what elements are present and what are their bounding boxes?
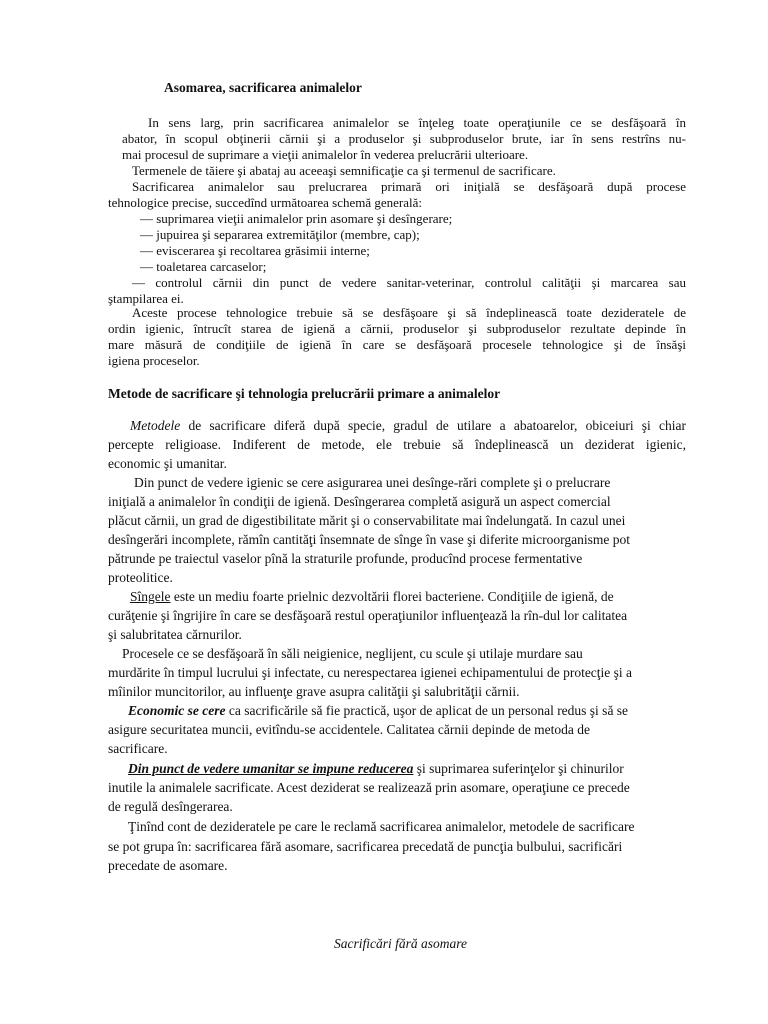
paragraph-line: mare măsură de condiţiile de igienă în care se desfăşoară procesele tehnologice şi de însăşi <box>108 337 686 352</box>
section-title: Metode de sacrificare şi tehnologia prelucrării primare a animalelor <box>108 386 501 401</box>
paragraph-line: mîinilor muncitorilor, au influenţe grave asupra calităţii şi salubrităţii cărnii. <box>108 684 520 699</box>
paragraph-line: plăcut cărnii, un grad de digestibilitate mărit şi o conservabilitate mai îndelungată. In cazul unei <box>108 513 626 528</box>
paragraph-line <box>128 702 628 719</box>
paragraph-line: ordin igienic, întrucît starea de igienă a cărnii, produselor şi subproduselor rezultate depinde în <box>108 321 686 336</box>
paragraph-text: şi suprimarea suferinţelor şi chinurilor <box>413 761 624 776</box>
paragraph-line: economic şi umanitar. <box>108 456 227 471</box>
paragraph-line: de regulă desîngerarea. <box>108 799 233 814</box>
list-item: — eviscerarea şi recoltarea grăsimii interne; <box>140 243 370 258</box>
paragraph-line: In sens larg, prin sacrificarea animalelor se înţeleg toate operaţiunile ce se desfăşoară în <box>148 115 686 130</box>
paragraph-line: pătrunde pe traiectul vaselor pînă la straturile profunde, producînd procese fermentative <box>108 551 583 566</box>
subsection-heading: Sacrificări fără asomare <box>334 936 467 951</box>
paragraph-line <box>128 760 624 777</box>
paragraph-line: igiena proceselor. <box>108 353 200 368</box>
list-item: — toaletarea carcaselor; <box>140 259 267 274</box>
paragraph-line: tehnologice precise, succedînd următoarea schemă generală: <box>108 195 423 210</box>
paragraph-line: curăţenie şi îngrijire în care se desfăşoară restul operaţiunilor influenţează la rîn-dul lor calitatea <box>108 608 628 623</box>
emphasis-text: Din punct de vedere umanitar se impune reducerea <box>128 761 414 776</box>
paragraph-line: inutile la animalele sacrificate. Acest deziderat se realizează prin asomare, operaţiune ce precede <box>108 780 630 795</box>
paragraph-line: Aceste procese tehnologice trebuie să se desfăşoare şi să îndeplinească toate dezideratele de <box>132 305 686 320</box>
list-item: — controlul cărnii din punct de vedere sanitar-veterinar, controlul calităţii şi marcarea sau <box>132 275 686 290</box>
emphasis-text: Metodele <box>130 418 181 433</box>
paragraph-line: abator, în scopul obţinerii cărnii şi a produselor şi subproduselor brute, iar în sens restrîns nu- <box>122 131 686 146</box>
paragraph-line: Termenele de tăiere şi abataj au aceeaşi semnificaţie ca şi termenul de sacrificare. <box>132 163 556 178</box>
paragraph-line: se pot grupa în: sacrificarea fără asomare, sacrificarea precedată de puncţia bulbului, sacrificări <box>108 839 623 854</box>
paragraph-line: mai procesul de suprimare a vieţii animalelor în vederea prelucrării ulterioare. <box>122 147 529 162</box>
paragraph-text: ca sacrificările să fie practică, uşor de aplicat de un personal redus şi să se <box>225 703 629 718</box>
paragraph-line <box>130 417 686 434</box>
list-item: — suprimarea vieţii animalelor prin asomare şi desîngerare; <box>140 211 453 226</box>
section-title: Asomarea, sacrificarea animalelor <box>164 80 362 95</box>
underlined-text: Sîngele <box>130 589 171 604</box>
paragraph-line: Procesele ce se desfăşoară în săli neigienice, neglijent, cu scule şi utilaje murdare sau <box>122 646 583 661</box>
paragraph-line <box>130 588 614 605</box>
paragraph-text: de sacrificare diferă după specie, gradul de utilare a abatoarelor, obiceiuri şi chiar <box>180 418 686 433</box>
paragraph-line: iniţială a animalelor în condiţii de igienă. Desîngerarea completă asigură un aspect comercial <box>108 494 611 509</box>
paragraph-text: este un mediu foarte prielnic dezvoltării florei bacteriene. Condiţiile de igienă, de <box>170 589 614 604</box>
emphasis-text: Economic se cere <box>128 703 226 718</box>
paragraph-line: Ţinînd cont de dezideratele pe care le reclamă sacrificarea animalelor, metodele de sacrificare <box>128 819 635 834</box>
paragraph-line: percepte religioase. Indiferent de metode, ele trebuie să îndeplinească un deziderat igienic, <box>108 437 686 452</box>
paragraph-line: Sacrificarea animalelor sau prelucrarea primară ori iniţială se desfăşoară după procese <box>132 179 686 194</box>
paragraph-line: sacrificare. <box>108 741 168 756</box>
list-item: — jupuirea şi separarea extremităţilor (membre, cap); <box>140 227 420 242</box>
paragraph-line: murdărite în timpul lucrului şi infectate, cu nerespectarea igienei echipamentului de protecţie şi a <box>108 665 633 680</box>
paragraph-line: desîngerări incomplete, rămîn cantităţi însemnate de sînge în vase şi diferite microorganisme pot <box>108 532 630 547</box>
paragraph-line: Din punct de vedere igienic se cere asigurarea unei desînge-rări complete şi o prelucrare <box>134 475 611 490</box>
paragraph-line: precedate de asomare. <box>108 858 228 873</box>
list-item: ştampilarea ei. <box>108 291 184 306</box>
paragraph-line: asigure securitatea muncii, evitîndu-se accidentele. Calitatea cărnii depinde de metoda de <box>108 722 591 737</box>
paragraph-line: proteolitice. <box>108 570 173 585</box>
paragraph-line: şi salubritatea cărnurilor. <box>108 627 242 642</box>
